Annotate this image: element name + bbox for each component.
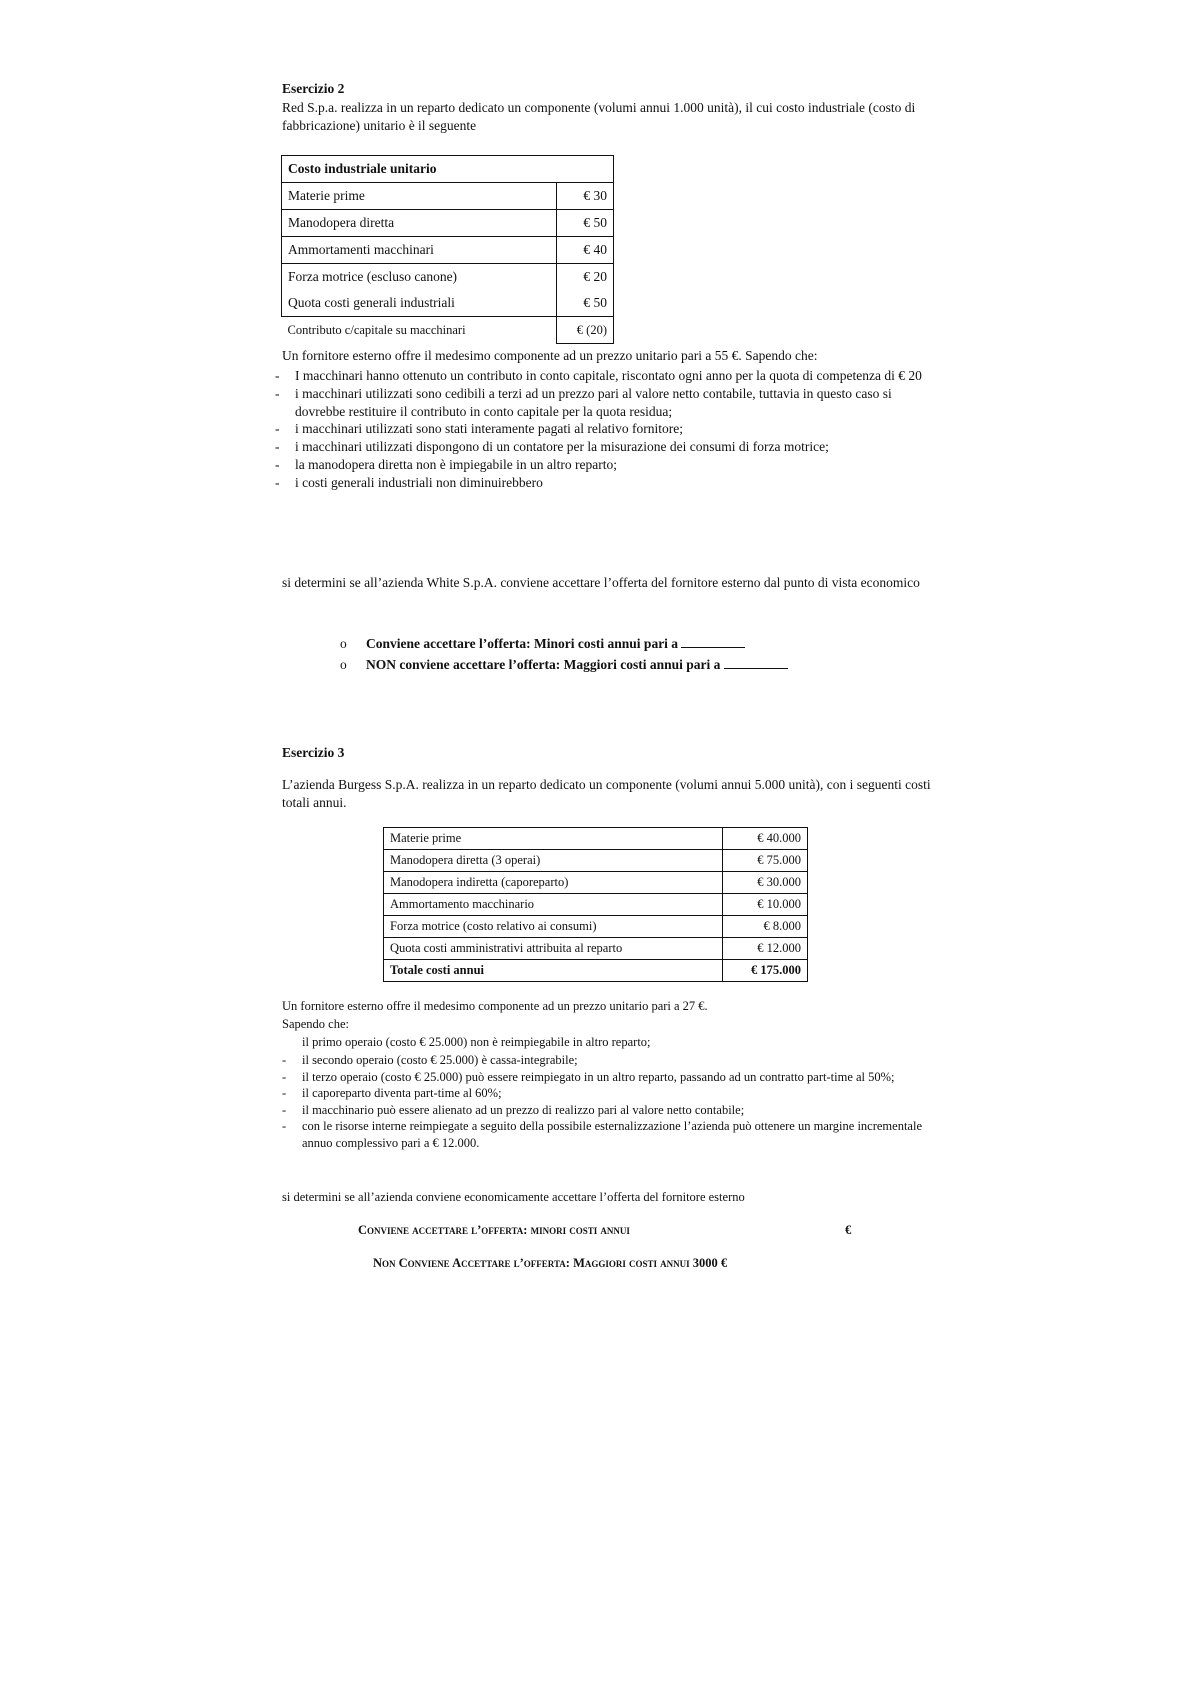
exercise-3-answer-accept: Conviene accettare l’offerta: minori costi annui [358, 1223, 630, 1237]
exercise-2-title: Esercizio 2 [282, 81, 345, 96]
annual-cost-amount: € 75.000 [723, 850, 808, 872]
condition-item: - la manodopera diretta non è impiegabile in un altro reparto; [275, 457, 618, 473]
answer-blank[interactable] [724, 656, 788, 669]
condition-item: - il terzo operaio (costo € 25.000) può essere reimpiegato in un altro reparto, passando ad un contratto part-time al 50%; [282, 1069, 895, 1084]
annual-cost-table [383, 827, 808, 982]
exercise-3-intro: L’azienda Burgess S.p.A. realizza in un reparto dedicato un componente (volumi annui 5.000 unità), con i seguenti costi totali annui. [282, 777, 931, 810]
exercise-2-intro: Red S.p.a. realizza in un reparto dedicato un componente (volumi annui 1.000 unità), il cui costo industriale (costo di fabbricazione) unitario è il seguente [282, 100, 916, 133]
annual-cost-amount: € 8.000 [723, 916, 808, 938]
condition-item: - il caporeparto diventa part-time al 60%; [282, 1086, 502, 1100]
exercise-2-offer: Un fornitore esterno offre il medesimo componente ad un prezzo unitario pari a 55 €. Sapendo che: [282, 348, 818, 363]
condition-item: - con le risorse interne reimpiegate a seguito della possibile esternalizzazione l’azienda può ottenere un margine incrementale annuo complessivo pari a € 12.000. [282, 1119, 922, 1150]
answer-blank[interactable] [681, 635, 745, 648]
annual-cost-label: Ammortamento macchinario [384, 894, 723, 916]
condition-item: - il secondo operaio (costo € 25.000) è cassa-integrabile; [282, 1053, 578, 1067]
annual-cost-amount: € 12.000 [723, 938, 808, 960]
condition-item: - il macchinario può essere alienato ad un prezzo di realizzo pari al valore netto contabile; [282, 1102, 745, 1117]
cost-row-amount: € 50 [557, 290, 614, 317]
annual-cost-amount: € 10.000 [723, 894, 808, 916]
cost-row-label: Quota costi generali industriali [282, 290, 557, 317]
unit-cost-table-header: Costo industriale unitario [282, 156, 614, 183]
condition-item: - I macchinari hanno ottenuto un contributo in conto capitale, riscontato ogni anno per la quota di competenza di € 20 [275, 368, 922, 383]
condition-item: il primo operaio (costo € 25.000) non è reimpiegabile in altro reparto; [302, 1035, 651, 1049]
exercise-3-question: si determini se all’azienda conviene economicamente accettare l’offerta del fornitore esterno [282, 1190, 745, 1204]
cost-row-label: Ammortamenti macchinari [282, 237, 557, 264]
option-marker: o [340, 657, 347, 672]
annual-cost-label: Manodopera indiretta (caporeparto) [384, 872, 723, 894]
cost-row-label: Contributo c/capitale su macchinari [282, 317, 557, 344]
annual-cost-total-label: Totale costi annui [384, 960, 723, 982]
cost-row-amount: € (20) [557, 317, 614, 344]
condition-item: - i macchinari utilizzati dispongono di un contatore per la misurazione dei consumi di forza motrice; [275, 439, 829, 455]
answer-option-accept[interactable]: o Conviene accettare l’offerta: Minori costi annui pari a [340, 635, 745, 653]
euro-sign: € [845, 1223, 852, 1237]
exercise-3-offer: Un fornitore esterno offre il medesimo componente ad un prezzo unitario pari a 27 €. [282, 999, 708, 1013]
condition-item: - i macchinari utilizzati sono stati interamente pagati al relativo fornitore; [275, 421, 683, 437]
cost-row-amount: € 50 [557, 210, 614, 237]
exercise-2-question: si determini se all’azienda White S.p.A. conviene accettare l’offerta del fornitore esterno dal punto di vista economico [282, 575, 920, 590]
cost-row-label: Materie prime [282, 183, 557, 210]
exercise-3-conditions [282, 1052, 934, 1151]
annual-cost-label: Quota costi amministrativi attribuita al reparto [384, 938, 723, 960]
annual-cost-label: Forza motrice (costo relativo ai consumi) [384, 916, 723, 938]
condition-item: - i costi generali industriali non diminuirebbero [275, 474, 543, 490]
condition-item: - i macchinari utilizzati sono cedibili a terzi ad un prezzo pari al valore netto contabile, tuttavia in questo caso si dovrebbe restituire il contributo in conto capitale per la quota residua; [275, 385, 892, 419]
annual-cost-amount: € 40.000 [723, 828, 808, 850]
cost-row-amount: € 30 [557, 183, 614, 210]
annual-cost-label: Manodopera diretta (3 operai) [384, 850, 723, 872]
cost-row-label: Manodopera diretta [282, 210, 557, 237]
cost-row-label: Forza motrice (escluso canone) [282, 264, 557, 291]
option-marker: o [340, 636, 347, 651]
annual-cost-label: Materie prime [384, 828, 723, 850]
exercise-3-answer-reject: Non Conviene Accettare l’offerta: Maggiori costi annui 3000 € [373, 1256, 728, 1270]
answer-option-reject[interactable]: o NON conviene accettare l’offerta: Maggiori costi annui pari a [340, 656, 788, 674]
annual-cost-amount: € 30.000 [723, 872, 808, 894]
cost-row-amount: € 20 [557, 264, 614, 291]
exercise-3-offer-knowing: Sapendo che: [282, 1017, 349, 1031]
exercise-3-title: Esercizio 3 [282, 745, 345, 760]
exercise-2-conditions [275, 367, 925, 492]
cost-row-amount: € 40 [557, 237, 614, 264]
annual-cost-total-amount: € 175.000 [723, 960, 808, 982]
unit-cost-table [281, 155, 614, 344]
